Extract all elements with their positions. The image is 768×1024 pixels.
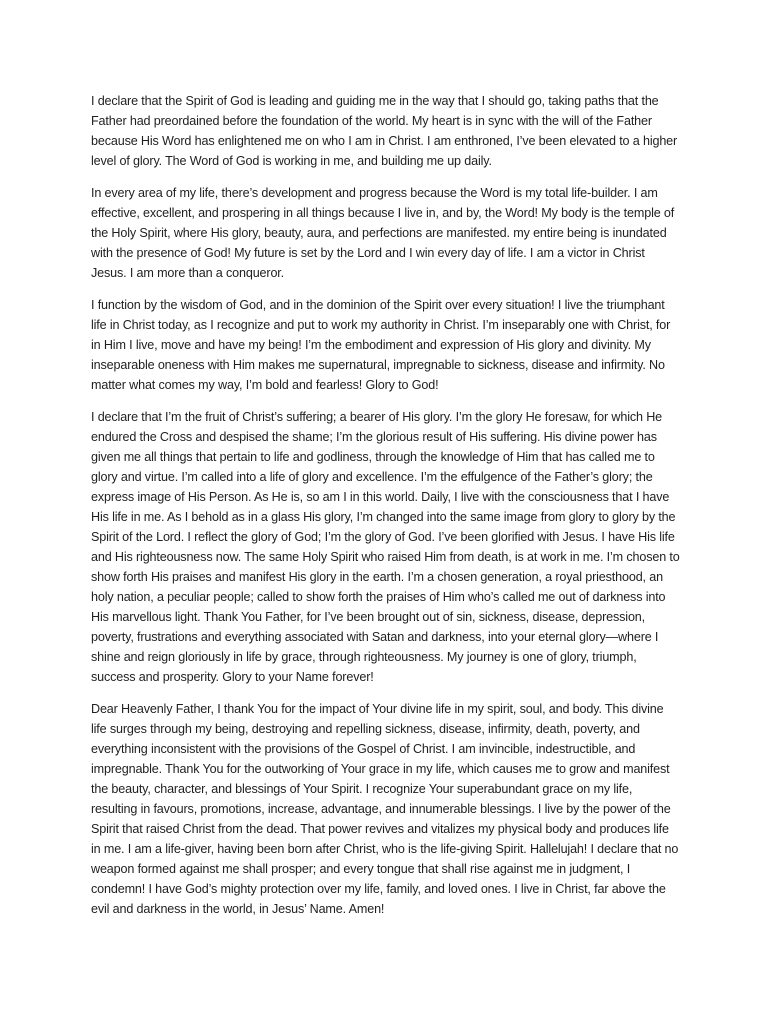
paragraph-2: In every area of my life, there’s development and progress because the Word is my total life-builder. I am effective, excellent, and prospering in all things because I live in, and by, the Word! My body is the temple of the Holy Spirit, where His glory, beauty, aura, and perfections are manifested. my entire being is inundated with the presence of God! My future is set by the Lord and I win every day of life. I am a victor in Christ Jesus. I am more than a conqueror. [91,186,675,280]
paragraph-1: I declare that the Spirit of God is leading and guiding me in the way that I should go, taking paths that the Father had preordained before the foundation of the world. My heart is in sync with the will of the Father because His Word has enlightened me on who I am in Christ. I am enthroned, I’ve been elevated to a higher level of glory. The Word of God is working in me, and building me up daily. [91,94,678,168]
document-body [91,91,681,931]
paragraph-5: Dear Heavenly Father, I thank You for the impact of Your divine life in my spirit, soul, and body. This divine life surges through my being, destroying and repelling sickness, disease, infirmity, death, poverty, and everything inconsistent with the provisions of the Gospel of Christ. I am invincible, indestructible, and impregnable. Thank You for the outworking of Your grace in my life, which causes me to grow and manifest the beauty, character, and blessings of Your Spirit. I recognize Your superabundant grace on my life, resulting in favours, promotions, increase, advantage, and innumerable blessings. I live by the power of the Spirit that raised Christ from the dead. That power revives and vitalizes my physical body and produces life in me. I am a life-giver, having been born after Christ, who is the life-giving Spirit. Hallelujah! I declare that no weapon formed against me shall prosper; and every tongue that shall rise against me in judgment, I condemn! I have God’s mighty protection over my life, family, and loved ones. I live in Christ, far above the evil and darkness in the world, in Jesus’ Name. Amen! [91,702,679,916]
paragraph-3: I function by the wisdom of God, and in the dominion of the Spirit over every situation! I live the triumphant life in Christ today, as I recognize and put to work my authority in Christ. I’m inseparably one with Christ, for in Him I live, move and have my being! I’m the embodiment and expression of His glory and divinity. My inseparable oneness with Him makes me supernatural, impregnable to sickness, disease and infirmity. No matter what comes my way, I’m bold and fearless! Glory to God! [91,298,671,392]
paragraph-4: I declare that I’m the fruit of Christ’s suffering; a bearer of His glory. I’m the glory He foresaw, for which He endured the Cross and despised the shame; I’m the glorious result of His suffering. His divine power has given me all things that pertain to life and godliness, through the knowledge of Him that has called me to glory and virtue. I’m called into a life of glory and excellence. I’m the effulgence of the Father’s glory; the express image of His Person. As He is, so am I in this world. Daily, I live with the consciousness that I have His life in me. As I behold as in a glass His glory, I’m changed into the same image from glory to glory by the Spirit of the Lord. I reflect the glory of God; I’m the glory of God. I’ve been glorified with Jesus. I have His life and His righteousness now. The same Holy Spirit who raised Him from death, is at work in me. I’m chosen to show forth His praises and manifest His glory in the earth. I’m a chosen generation, a royal priesthood, an holy nation, a peculiar people; called to show forth the praises of Him who’s called me out of darkness into His marvellous light. Thank You Father, for I’ve been brought out of sin, sickness, disease, depression, poverty, frustrations and everything associated with Satan and darkness, into your eternal glory—where I shine and reign gloriously in life by grace, through righteousness. My journey is one of glory, triumph, success and prosperity. Glory to your Name forever! [91,410,680,684]
